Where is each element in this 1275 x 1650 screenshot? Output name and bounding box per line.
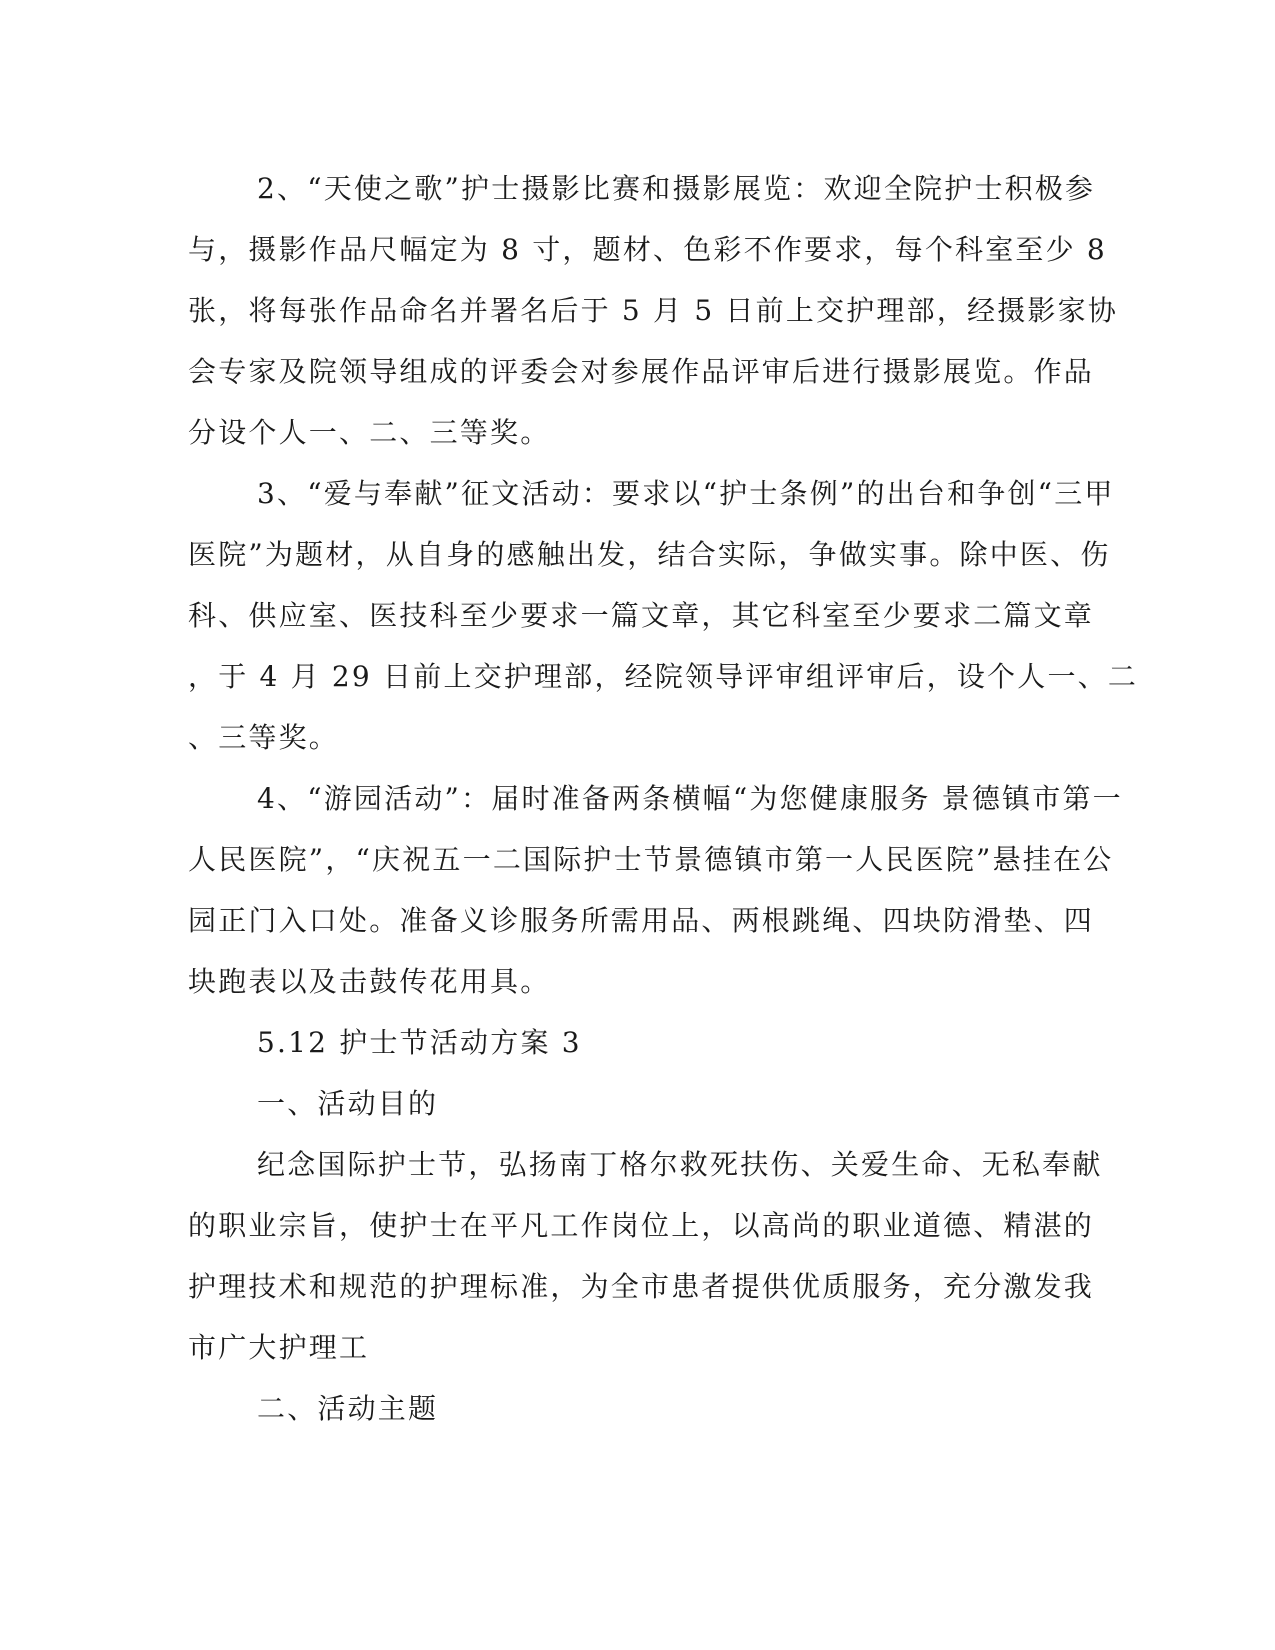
text-line: 4、“游园活动”：届时准备两条横幅“为您健康服务 景德镇市第一 bbox=[257, 782, 1123, 815]
text-line: 一、活动目的 bbox=[257, 1087, 439, 1120]
paragraph-photo-contest bbox=[188, 158, 1119, 463]
text-line: 医院”为题材，从自身的感触出发，结合实际，争做实事。除中医、伤 bbox=[188, 538, 1111, 571]
paragraph-garden-activity bbox=[188, 768, 1123, 1012]
text-line: 园正门入口处。准备义诊服务所需用品、两根跳绳、四块防滑垫、四 bbox=[188, 904, 1095, 937]
text-line: ，于 4 月 29 日前上交护理部，经院领导评审组评审后，设个人一、二 bbox=[188, 660, 1139, 693]
text-line: 5.12 护士节活动方案 3 bbox=[257, 1026, 582, 1059]
text-line: 3、“爱与奉献”征文活动：要求以“护士条例”的出台和争创“三甲 bbox=[257, 477, 1115, 510]
text-line: 会专家及院领导组成的评委会对参展作品评审后进行摄影展览。作品 bbox=[188, 355, 1095, 388]
text-line: 人民医院”，“庆祝五一二国际护士节景德镇市第一人民医院”悬挂在公 bbox=[188, 843, 1114, 876]
text-line: 2、“天使之歌”护士摄影比赛和摄影展览：欢迎全院护士积极参 bbox=[257, 172, 1096, 205]
text-line: 、三等奖。 bbox=[188, 721, 340, 754]
paragraph-purpose-body bbox=[188, 1134, 1103, 1378]
section-heading-purpose bbox=[188, 1073, 1068, 1134]
text-line: 与，摄影作品尺幅定为 8 寸，题材、色彩不作要求，每个科室至少 8 bbox=[188, 233, 1107, 266]
text-line: 的职业宗旨，使护士在平凡工作岗位上，以高尚的职业道德、精湛的 bbox=[188, 1209, 1095, 1242]
text-line: 科、供应室、医技科至少要求一篇文章，其它科室至少要求二篇文章 bbox=[188, 599, 1095, 632]
text-line: 纪念国际护士节，弘扬南丁格尔救死扶伤、关爱生命、无私奉献 bbox=[257, 1148, 1103, 1181]
text-line: 张，将每张作品命名并署名后于 5 月 5 日前上交护理部，经摄影家协 bbox=[188, 294, 1119, 327]
text-line: 块跑表以及击鼓传花用具。 bbox=[188, 965, 551, 998]
document-body bbox=[188, 158, 1139, 1439]
text-line: 市广大护理工 bbox=[188, 1331, 370, 1364]
paragraph-essay-contest bbox=[188, 463, 1139, 768]
section-heading-theme bbox=[188, 1378, 1068, 1439]
text-line: 护理技术和规范的护理标准，为全市患者提供优质服务，充分激发我 bbox=[188, 1270, 1095, 1303]
text-line: 二、活动主题 bbox=[257, 1392, 439, 1425]
section-heading-plan-3 bbox=[188, 1012, 1068, 1073]
text-line: 分设个人一、二、三等奖。 bbox=[188, 416, 551, 449]
